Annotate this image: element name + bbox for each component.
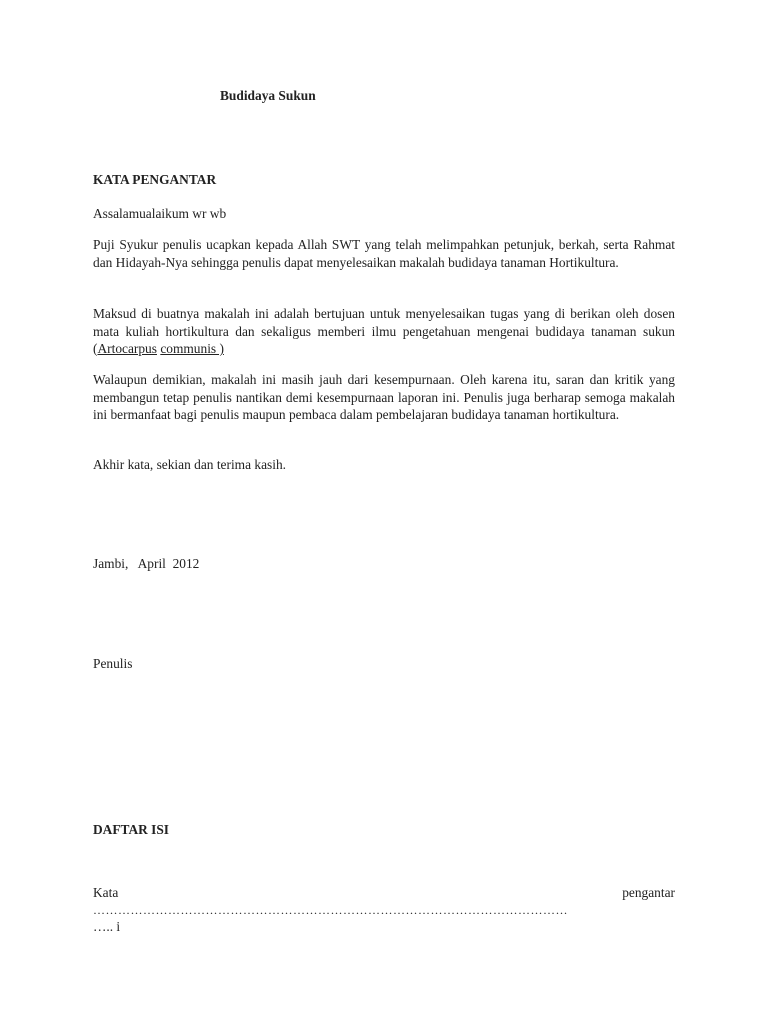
species-epithet: communis ) [160,341,224,356]
closing-line: Akhir kata, sekian dan terima kasih. [93,457,286,472]
preface-paragraph-2 [93,305,675,358]
greeting-line: Assalamualaikum wr wb [93,206,227,221]
paragraph-2-text: Maksud di buatnya makalah ini adalah bertujuan untuk menyelesaikan tugas yang di berikan oleh dosen mata kuliah hortikultura dan sekaligus memberi ilmu pengetahuan mengenai budidaya tanaman sukun ( [93,306,675,356]
toc-entry-word-2: pengantar [622,885,675,900]
preface-paragraph-1: Puji Syukur penulis ucapkan kepada Allah SWT yang telah melimpahkan petunjuk, berkah, serta Rahmat dan Hidayah-Nya sehingga penulis dapat menyelesaikan makalah budidaya tanaman Hortikultura. [93,237,675,270]
toc-entry-preface [93,885,675,901]
toc-entry-page: ….. i [93,919,121,934]
document-title: Budidaya Sukun [220,88,316,103]
toc-heading: DAFTAR ISI [93,822,170,837]
place-date: Jambi, April 2012 [93,556,200,571]
toc-entry-word-1: Kata [93,885,119,900]
signature: Penulis [93,656,133,671]
preface-paragraph-3: Walaupun demikian, makalah ini masih jauh dari kesempurnaan. Oleh karena itu, saran dan kritik yang membangun tetap penulis nantikan demi kesempurnaan laporan ini. Penulis juga berharap semoga makalah ini bermanfaat bagi penulis maupun pembaca dalam pembelajaran budidaya tanaman hortikultura. [93,372,675,422]
toc-entry-dots: …………………………………………………………………………………………………… [93,903,568,917]
preface-heading: KATA PENGANTAR [93,172,217,187]
species-genus: Artocarpus [97,341,157,356]
